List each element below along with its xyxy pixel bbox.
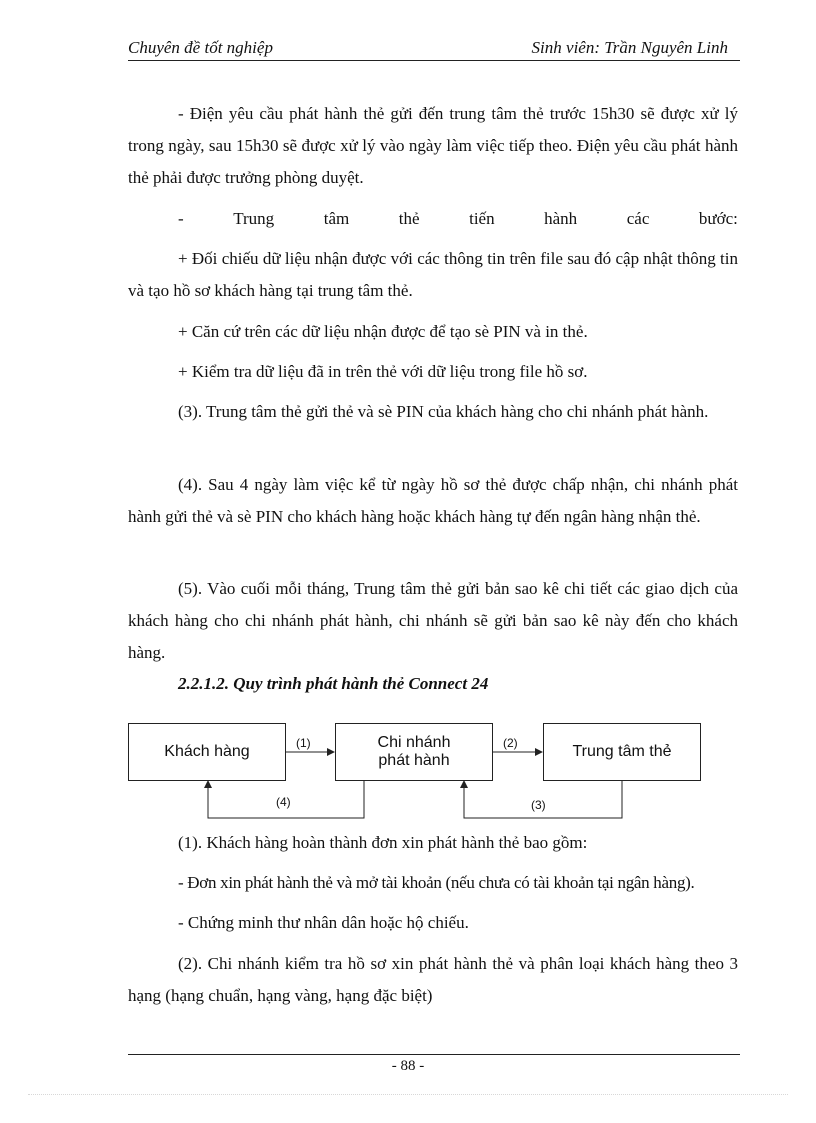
page-number: - 88 - xyxy=(391,1058,425,1074)
label-step-2: (2) xyxy=(503,736,518,750)
box-card-center xyxy=(543,723,701,781)
paragraph-application: (1). Khách hàng hoàn thành đơn xin phát hành thẻ bao gồm: xyxy=(178,833,588,852)
process-diagram xyxy=(126,718,706,822)
paragraph-card-center-steps xyxy=(128,203,738,235)
box-customer xyxy=(128,723,286,781)
box-issuing-branch xyxy=(335,723,493,781)
footer-divider xyxy=(128,1054,740,1055)
paragraph-step-5: (5). Vào cuối mỗi tháng, Trung tâm thẻ gửi bản sao kê chi tiết các giao dịch của khách hàng cho chi nhánh phát hành, chi nhánh sẽ gửi bản sao kê này đến cho khách hàng. xyxy=(128,579,738,662)
box-card-center-label: Trung tâm thẻ xyxy=(572,743,672,760)
box-branch-label-2: phát hành xyxy=(378,752,450,769)
spread-word: tâm xyxy=(323,209,350,228)
paragraph-step-3: (3). Trung tâm thẻ gửi thẻ và sè PIN của khách hàng cho chi nhánh phát hành. xyxy=(178,402,709,421)
header-document-title: Chuyên đề tốt nghiệp xyxy=(128,38,273,57)
spread-word: Trung xyxy=(233,209,275,228)
paragraph-request-processing: - Điện yêu cầu phát hành thẻ gửi đến trung tâm thẻ trước 15h30 sẽ được xử lý trong ngày, sau 15h30 sẽ được xử lý vào ngày làm việc tiếp theo. Điện yêu cầu phát hành thẻ phải được trưởng phòng duyệt. xyxy=(128,104,738,187)
paragraph-id-card: - Chứng minh thư nhân dân hoặc hộ chiếu. xyxy=(178,913,469,932)
paragraph-compare-data: + Đối chiếu dữ liệu nhận được với các thông tin trên file sau đó cập nhật thông tin và tạo hồ sơ khách hàng tại trung tâm thẻ. xyxy=(128,249,738,300)
paragraph-step-2: (2). Chi nhánh kiểm tra hồ sơ xin phát hành thẻ và phân loại khách hàng theo 3 hạng (hạng chuẩn, hạng vàng, hạng đặc biệt) xyxy=(128,954,738,1005)
label-step-1: (1) xyxy=(296,736,311,750)
box-customer-label: Khách hàng xyxy=(164,743,250,760)
label-step-4: (4) xyxy=(276,795,291,809)
paragraph-create-pin: + Căn cứ trên các dữ liệu nhận được để tạo sè PIN và in thẻ. xyxy=(178,322,588,341)
page-header xyxy=(128,38,740,61)
spread-word: các xyxy=(626,209,650,228)
spread-word: - xyxy=(178,209,184,228)
spread-word: thẻ xyxy=(398,209,420,228)
box-branch-label-1: Chi nhánh xyxy=(377,734,451,751)
spread-word: bước: xyxy=(698,209,738,228)
spread-word: hành xyxy=(544,209,578,228)
page-bottom-dotted-line xyxy=(28,1094,788,1095)
paragraph-application-form: - Đơn xin phát hành thẻ và mở tài khoản (nếu chưa có tài khoản tại ngân hàng). xyxy=(178,873,695,892)
paragraph-step-4: (4). Sau 4 ngày làm việc kể từ ngày hồ sơ thẻ được chấp nhận, chi nhánh phát hành gửi thẻ và sè PIN cho khách hàng hoặc khách hàng tự đến ngân hàng nhận thẻ. xyxy=(128,475,738,526)
section-heading: 2.2.1.2. Quy trình phát hành thẻ Connect 24 xyxy=(178,674,489,693)
paragraph-verify-data: + Kiểm tra dữ liệu đã in trên thẻ với dữ liệu trong file hồ sơ. xyxy=(178,362,588,381)
spread-word: tiến xyxy=(469,209,495,228)
header-author: Sinh viên: Trần Nguyên Linh xyxy=(531,38,728,57)
label-step-3: (3) xyxy=(531,798,546,812)
